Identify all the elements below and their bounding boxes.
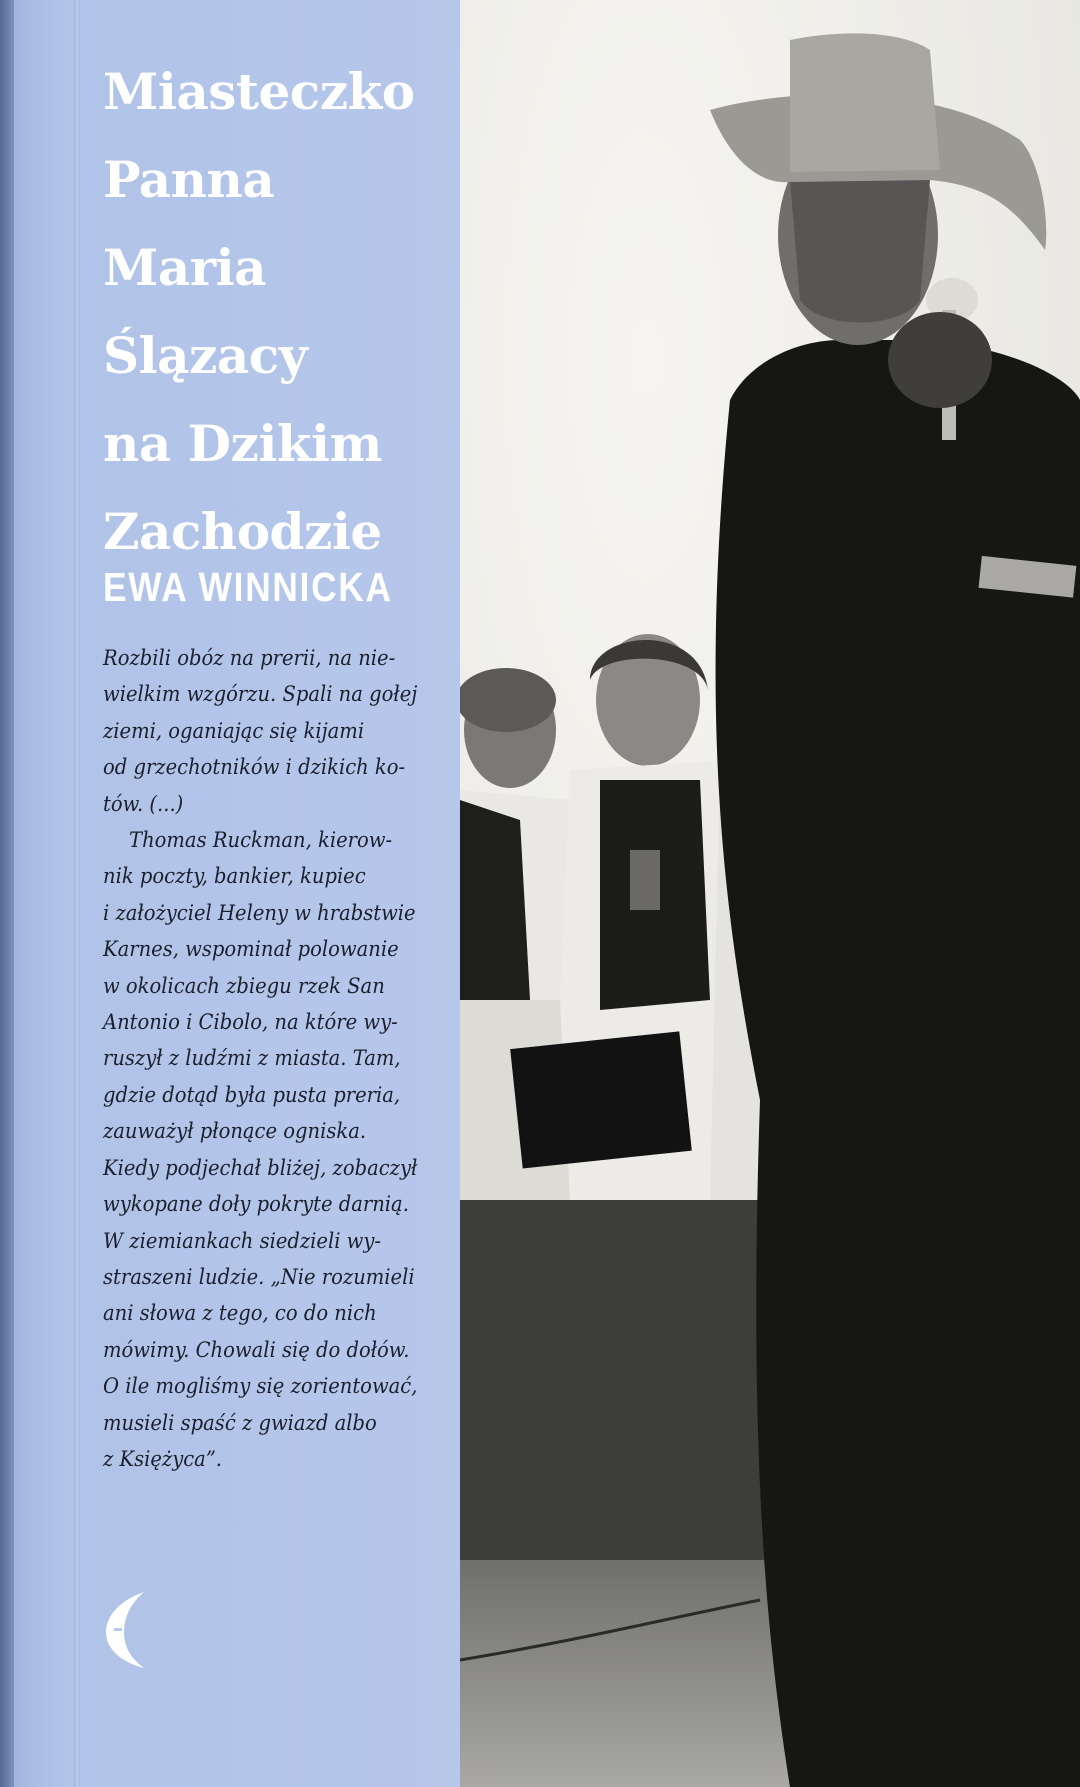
blurb-line: od grzechotników i dzikich ko- [103, 755, 406, 780]
blurb-line: nik poczty, bankier, kupiec [103, 864, 366, 889]
blurb-line: Antonio i Cibolo, na które wy- [103, 1010, 398, 1035]
blurb-line: Rozbili obóz na prerii, na nie- [103, 646, 396, 670]
author-name: EWA WINNICKA [103, 564, 393, 610]
blurb-line: tów. (...) [103, 791, 184, 816]
blurb-line: wielkim wzgórzu. Spali na gołej [103, 682, 418, 707]
blurb-line: straszeni ludzie. „Nie rozumieli [103, 1264, 415, 1289]
title-line: Zachodzie [103, 502, 382, 561]
blurb-line: ruszył z ludźmi z miasta. Tam, [103, 1046, 401, 1071]
cover-hinge [74, 0, 80, 1787]
blurb-line: Thomas Ruckman, kierow- [129, 828, 393, 853]
blurb-line: Kiedy podjechał bliżej, zobaczył [103, 1155, 418, 1180]
book-title [103, 48, 463, 576]
blurb-line: ani słowa z tego, co do nich [103, 1301, 377, 1326]
photo-scene-icon [460, 0, 1080, 1787]
blurb-line: i założyciel Heleny w hrabstwie [103, 900, 416, 925]
title-line: Miasteczko [103, 62, 415, 121]
title-line: na Dzikim [103, 414, 382, 473]
blurb-line: w okolicach zbiegu rzek San [103, 973, 385, 998]
title-line: Ślązacy [103, 326, 308, 385]
blurb-line: z Księżyca”. [103, 1446, 223, 1471]
blurb-line: musieli spaść z gwiazd albo [103, 1410, 377, 1435]
blurb-line: O ile mogliśmy się zorientować, [103, 1374, 418, 1399]
blue-text-panel [0, 0, 460, 1787]
publisher-logo-icon [100, 1590, 160, 1670]
blurb-line: W ziemiankach siedzieli wy- [103, 1228, 382, 1253]
blurb-line: Karnes, wspominał polowanie [103, 937, 399, 962]
blurb-line: gdzie dotąd była pusta preria, [103, 1082, 401, 1107]
blurb-line: zauważył płonące ogniska. [103, 1119, 367, 1144]
blurb-line: wykopane doły pokryte darnią. [103, 1192, 409, 1217]
blurb-line: ziemi, oganiając się kijami [103, 718, 365, 743]
blurb-line: mówimy. Chowali się do dołów. [103, 1337, 410, 1362]
back-blurb [103, 640, 448, 1477]
title-line: Panna [103, 150, 275, 209]
book-spine [0, 0, 14, 1787]
title-line: Maria [103, 238, 266, 297]
cover-photo [460, 0, 1080, 1787]
